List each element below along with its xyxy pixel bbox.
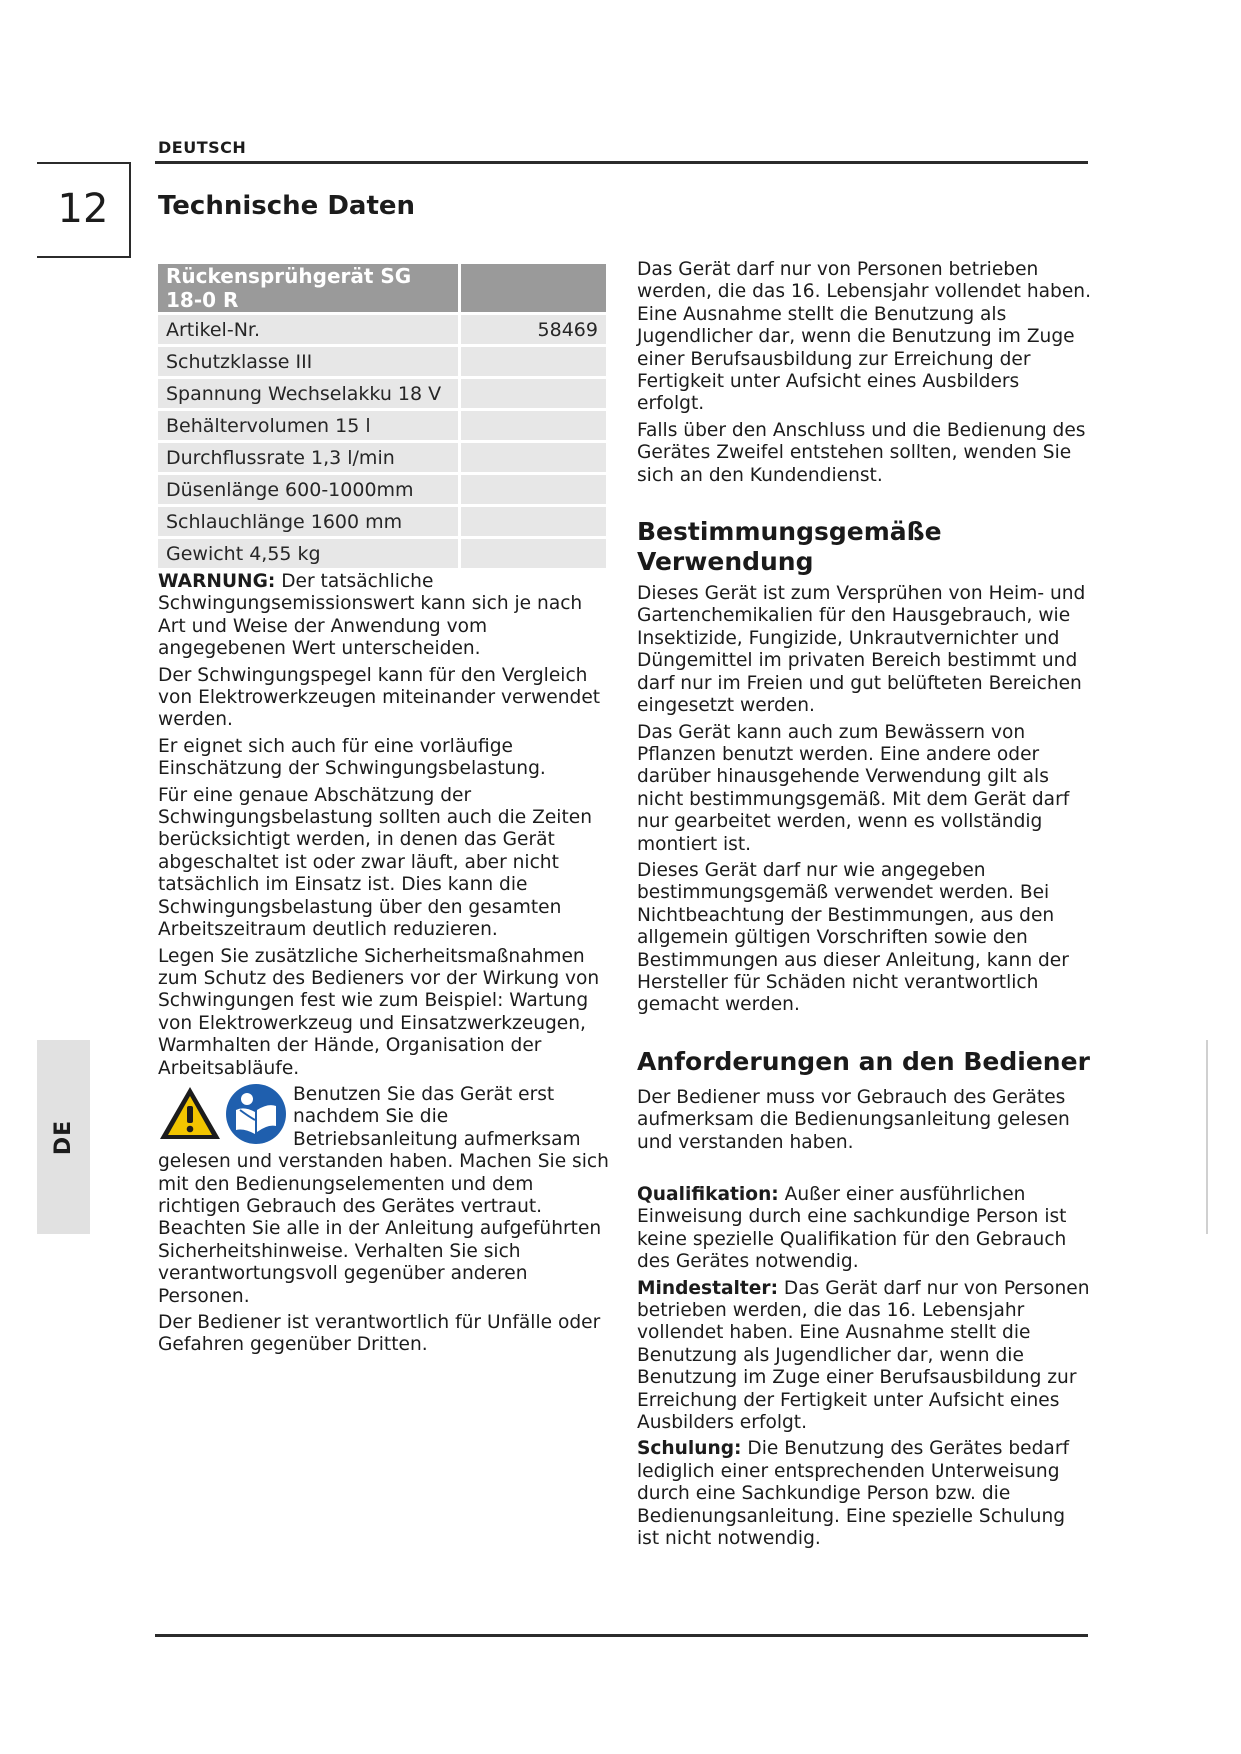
warning-paragraph (158, 571, 613, 661)
warning-text: Der tatsächliche Schwingungsemissionswert kann sich je nach Art und Weise der Anwendung vom angegebenen Wert unterscheiden. (158, 571, 583, 660)
paragraph: Legen Sie zusätzliche Sicherheitsmaßnahmen zum Schutz des Bedieners vor der Wirkung von Schwingungen fest wie zum Beispiel: Wartung von Elektrowerkzeug und Einsatzwerkzeugen, Warmhalten der Hände, Organisation der Arbeitsabläufe. (158, 945, 600, 1079)
paragraph: Das Gerät kann auch zum Bewässern von Pflanzen benutzt werden. Eine andere oder darüber hinausgehende Verwendung gilt als nicht bestimmungsgemäß. Mit dem Gerät darf nur gearbeitet werden, wenn es vollständig montiert ist. (637, 721, 1070, 855)
spec-value (461, 347, 606, 376)
spec-table-header-blank (461, 264, 606, 312)
spec-value: 58469 (461, 315, 606, 344)
manual-notice (158, 1084, 613, 1312)
read-manual-icon (224, 1084, 288, 1146)
section-title: Technische Daten (158, 191, 416, 221)
table-row (158, 347, 606, 376)
paragraph: Er eignet sich auch für eine vorläufige Einschätzung der Schwingungsbelastung. (158, 735, 546, 780)
paragraph: Dieses Gerät darf nur wie angegeben bestimmungsgemäß verwendet werden. Bei Nichtbeachtung der Bestimmungen, aus den allgemein gültigen Vorschriften sowie den Bestimmungen aus dieser Anleitung, kann der Hersteller für Schäden nicht verantwortlich gemacht werden. (637, 859, 1069, 1016)
spec-value (461, 411, 606, 440)
qualification-text: Außer einer ausführlichen Einweisung durch eine sachkundige Person ist keine spezielle Qualifikation für den Gebrauch des Gerätes notwendig. (637, 1184, 1067, 1273)
heading-operator-requirements: Anforderungen an den Bediener (637, 1046, 1090, 1076)
spec-label: Schlauchlänge 1600 mm (158, 507, 461, 536)
spec-value (461, 443, 606, 472)
min-age-paragraph (637, 1278, 1092, 1435)
spec-table-header (158, 264, 606, 312)
spec-label: Artikel-Nr. (158, 315, 461, 344)
spec-label: Behältervolumen 15 l (158, 411, 461, 440)
warning-triangle-icon (158, 1084, 222, 1142)
spec-value (461, 507, 606, 536)
training-label: Schulung: (637, 1438, 742, 1460)
paragraph: Der Schwingungspegel kann für den Vergleich von Elektrowerkzeugen miteinander verwendet werden. (158, 664, 601, 731)
left-column (158, 571, 613, 1361)
paragraph: Dieses Gerät ist zum Versprühen von Heim- und Gartenchemikalien für den Hausgebrauch, wie Insektizide, Fungizide, Unkrautvernichter und Düngemittel im privaten Bereich bestimmt und darf nur im Freien und gut belüfteten Bereichen eingesetzt werden. (637, 583, 1086, 717)
table-row (158, 379, 606, 408)
paragraph: Der Bediener ist verantwortlich für Unfälle oder Gefahren gegenüber Dritten. (158, 1312, 601, 1356)
spec-label: Spannung Wechselakku 18 V (158, 379, 461, 408)
warning-label: WARNUNG: (158, 571, 276, 592)
table-row (158, 411, 606, 440)
table-row (158, 539, 606, 568)
top-rule (155, 161, 1088, 164)
paragraph: Der Bediener muss vor Gebrauch des Gerätes aufmerksam die Bedienungsanleitung gelesen und verstanden haben. (637, 1086, 1070, 1153)
spec-label: Gewicht 4,55 kg (158, 539, 461, 568)
paragraph: Das Gerät darf nur von Personen betrieben werden, die das 16. Lebensjahr vollendet haben. Eine Ausnahme stellt die Benutzung als Jugendlicher dar, wenn die Benutzung im Zuge einer Berufsausbildung zur Erreichung der Fertigkeit unter Aufsicht eines Ausbilders erfolgt. (637, 259, 1091, 415)
spec-table-title: Rückensprühgerät SG 18-0 R (158, 264, 461, 312)
training-paragraph (637, 1438, 1092, 1550)
notice-icons (158, 1084, 293, 1150)
paragraph: Für eine genaue Abschätzung der Schwingungsbelastung sollten auch die Zeiten berücksichtigt werden, in denen das Gerät abgeschaltet ist oder zwar läuft, aber nicht tatsächlich im Einsatz ist. Dies kann die Schwingungsbelastung über den gesamten Arbeitszeitraum deutlich reduzieren. (158, 784, 592, 941)
paragraph: Benutzen Sie das Gerät erst nachdem Sie die Betriebsanleitung aufmerksam gelesen und verstanden haben. Machen Sie sich mit den Bedienungselementen und dem richtigen Gebrauch des Gerätes vertraut. Beachten Sie alle in der Anleitung aufgeführten Sicherheitshinweise. Verhalten Sie sich verantwortungsvoll gegenüber anderen Personen. (158, 1083, 609, 1307)
min-age-text: Das Gerät darf nur von Personen betrieben werden, die das 16. Lebensjahr vollendet haben. Eine Ausnahme stellt die Benutzung als Jugendlicher dar, wenn die Benutzung im Zuge einer Berufsausbildung zur Erreichung der Fertigkeit unter Aufsicht eines Ausbilders erfolgt. (637, 1277, 1090, 1434)
spec-value (461, 539, 606, 568)
bottom-rule (155, 1634, 1088, 1637)
spec-label: Durchflussrate 1,3 l/min (158, 443, 461, 472)
spec-value (461, 379, 606, 408)
heading-intended-use: Bestimmungsgemäße Verwendung (637, 517, 942, 577)
qualification-paragraph (637, 1184, 1092, 1274)
qualification-label: Qualifikation: (637, 1184, 779, 1205)
min-age-label: Mindestalter: (637, 1277, 779, 1299)
language-side-tab-label: DE (50, 1119, 76, 1155)
table-row (158, 475, 606, 504)
page-number: 12 (57, 186, 109, 232)
spec-label: Schutzklasse III (158, 347, 461, 376)
spec-table (158, 261, 606, 571)
language-header: DEUTSCH (158, 138, 247, 157)
right-column (637, 259, 1092, 1555)
paragraph: Falls über den Anschluss und die Bedienung des Gerätes Zweifel entstehen sollten, wenden Sie sich an den Kundendienst. (637, 419, 1086, 486)
table-row (158, 507, 606, 536)
spec-value (461, 475, 606, 504)
table-row (158, 443, 606, 472)
training-text: Die Benutzung des Gerätes bedarf lediglich einer entsprechenden Unterweisung durch eine Sachkundige Person bzw. die Bedienungsanleitung. Eine spezielle Schulung ist nicht notwendig. (637, 1438, 1070, 1550)
margin-marker (1206, 1040, 1208, 1234)
table-row (158, 315, 606, 344)
spec-label: Düsenlänge 600-1000mm (158, 475, 461, 504)
